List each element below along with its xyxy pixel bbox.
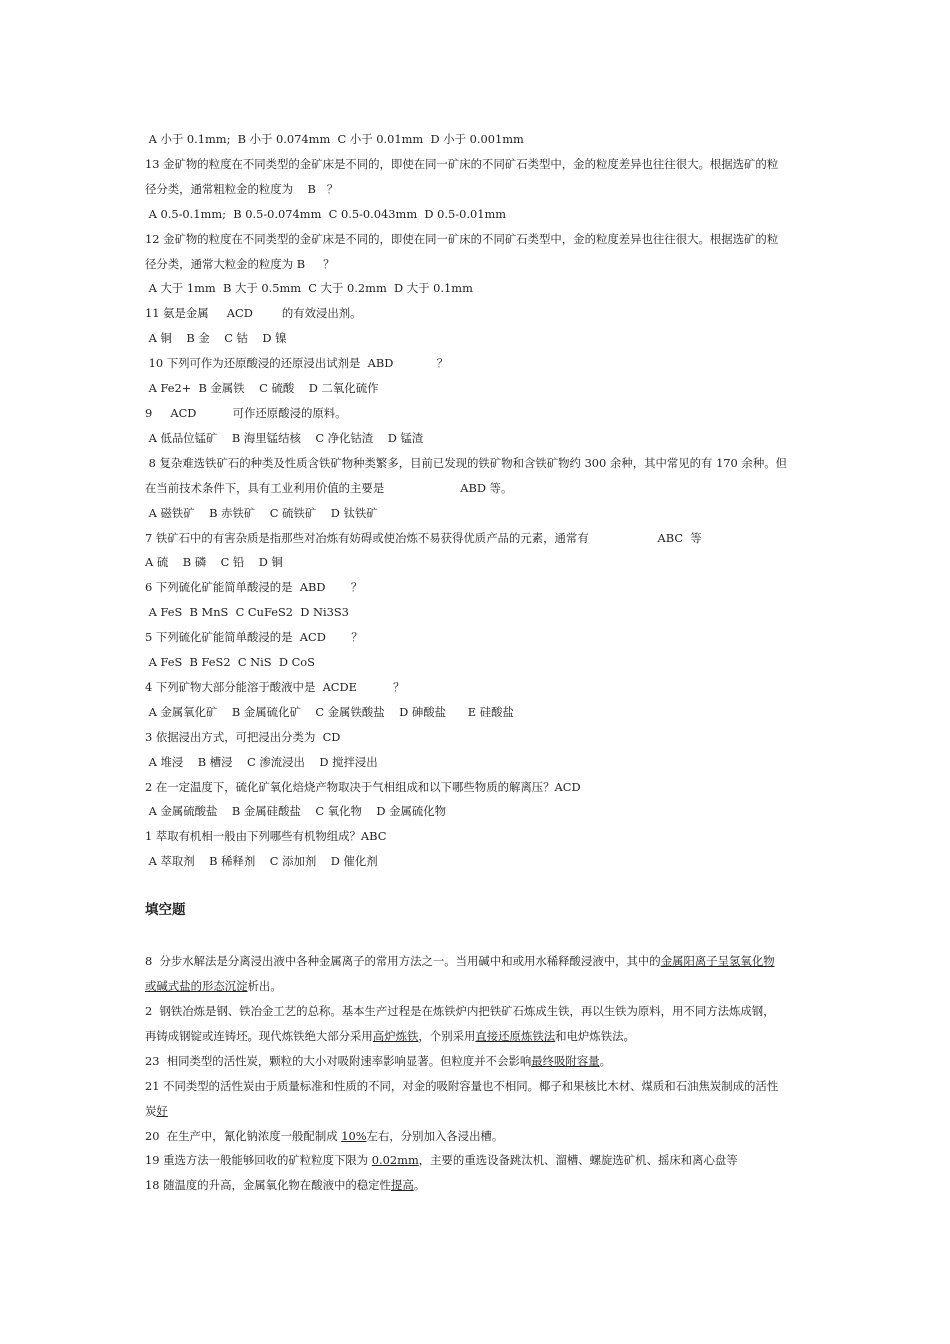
choice-line: 径分类，通常粗粒金的粒度为 B ？ xyxy=(145,181,339,196)
choice-line: A 铜 B 金 C 钴 D 镍 xyxy=(145,331,287,346)
fill-q21-line1: 21 不同类型的活性炭由于质量标准和性质的不同，对金的吸附容量也不相同。椰子和果核比木材、煤质和石油焦炭制成的活性 xyxy=(145,1078,779,1093)
choice-line: 13 金矿物的粒度在不同类型的金矿床是不同的，即使在同一矿床的不同矿石类型中，金的粒度差异也往往很大。根据选矿的粒 xyxy=(145,156,779,171)
choice-line: 7 铁矿石中的有害杂质是指那些对冶炼有妨碍或使冶炼不易获得优质产品的元素，通常有 ABC 等 xyxy=(145,530,702,545)
choice-line: A 大于 1mm B 大于 0.5mm C 大于 0.2mm D 大于 0.1mm xyxy=(145,281,473,296)
choice-line: 6 下列硫化矿能简单酸浸的是 ABD ？ xyxy=(145,580,363,595)
fill-q21-line2: 炭好 xyxy=(145,1103,168,1118)
choice-questions xyxy=(145,127,810,874)
choice-line: A 硫 B 磷 C 铅 D 铜 xyxy=(145,555,283,570)
fill-q8-line2: 或碱式盐的形态沉淀析出。 xyxy=(145,979,282,994)
choice-line: A 低品位锰矿 B 海里锰结核 C 净化钴渣 D 锰渣 xyxy=(145,430,424,445)
fill-q23: 23 相同类型的活性炭，颗粒的大小对吸附速率影响显著。但粒度并不会影响最终吸附容量。 xyxy=(145,1053,612,1068)
choice-line: A 金属硫酸盐 B 金属硅酸盐 C 氧化物 D 金属硫化物 xyxy=(145,804,447,819)
choice-line: A FeS B MnS C CuFeS2 D Ni3S3 xyxy=(145,605,349,620)
choice-line: 1 萃取有机相一般由下列哪些有机物组成？ABC xyxy=(145,829,387,844)
choice-line: 在当前技术条件下，具有工业利用价值的主要是 ABD 等。 xyxy=(145,480,513,495)
choice-line: A 小于 0.1mm; B 小于 0.074mm C 小于 0.01mm D 小于 0.001mm xyxy=(145,132,524,146)
choice-line: 10 下列可作为还原酸浸的还原浸出试剂是 ABD ？ xyxy=(145,356,449,371)
fill-q18: 18 随温度的升高，金属氧化物在酸液中的稳定性提高。 xyxy=(145,1178,426,1193)
choice-line: 4 下列矿物大部分能溶于酸液中是 ACDE ？ xyxy=(145,679,405,694)
section-heading: 填空题 xyxy=(145,902,186,919)
choice-line: A 金属氧化矿 B 金属硫化矿 C 金属铁酸盐 D 砷酸盐 E 硅酸盐 xyxy=(145,704,514,719)
choice-line: 11 氨是金属 ACD 的有效浸出剂。 xyxy=(145,306,362,321)
choice-line: 8 复杂难选铁矿石的种类及性质含铁矿物种类繁多，目前已发现的铁矿物和含铁矿物约 300 余种，其中常见的有 170 余种。但 xyxy=(145,455,787,470)
choice-line: 2 在一定温度下，硫化矿氧化焙烧产物取决于气相组成和以下哪些物质的解离压？ACD xyxy=(145,779,581,794)
choice-line: 5 下列硫化矿能简单酸浸的是 ACD ？ xyxy=(145,630,363,645)
fill-q2-line1: 2 钢铁冶炼是钢、铁冶金工艺的总称。基本生产过程是在炼铁炉内把铁矿石炼成生铁，再以生铁为原料，用不同方法炼成钢， xyxy=(145,1004,775,1018)
choice-line: A 萃取剂 B 稀释剂 C 添加剂 D 催化剂 xyxy=(145,854,378,869)
fill-q19: 19 重选方法一般能够回收的矿粒粒度下限为 0.02mm，主要的重选设备跳汰机、溜槽、螺旋选矿机、摇床和离心盘等 xyxy=(145,1153,738,1168)
fill-questions xyxy=(145,949,810,1198)
choice-line: 3 依据浸出方式，可把浸出分类为 CD xyxy=(145,729,341,744)
choice-line: A FeS B FeS2 C NiS D CoS xyxy=(145,655,315,670)
fill-q20: 20 在生产中，氰化钠浓度一般配制成 10%左右，分别加入各浸出槽。 xyxy=(145,1128,504,1143)
fill-q2-line2: 再铸成钢锭或连铸坯。现代炼铁绝大部分采用高炉炼铁，个别采用直接还原炼铁法和电炉炼铁法。 xyxy=(145,1028,635,1043)
choice-line: A Fe2+ B 金属铁 C 硫酸 D 二氧化硫作 xyxy=(145,381,379,396)
choice-line: 径分类，通常大粒金的粒度为 B ？ xyxy=(145,256,335,271)
choice-line: 12 金矿物的粒度在不同类型的金矿床是不同的，即使在同一矿床的不同矿石类型中，金的粒度差异也往往很大。根据选矿的粒 xyxy=(145,231,779,246)
choice-line: 9 ACD 可作还原酸浸的原料。 xyxy=(145,405,347,420)
choice-line: A 堆浸 B 槽浸 C 渗流浸出 D 搅拌浸出 xyxy=(145,754,378,769)
document-page xyxy=(145,127,810,1198)
choice-line: A 磁铁矿 B 赤铁矿 C 硫铁矿 D 钛铁矿 xyxy=(145,505,378,520)
choice-line: A 0.5-0.1mm; B 0.5-0.074mm C 0.5-0.043mm D 0.5-0.01mm xyxy=(145,206,507,221)
fill-q8-line1: 8 分步水解法是分离浸出液中各种金属离子的常用方法之一。当用碱中和或用水稀释酸浸液中，其中的金属阳离子呈氢氧化物 xyxy=(145,954,775,969)
